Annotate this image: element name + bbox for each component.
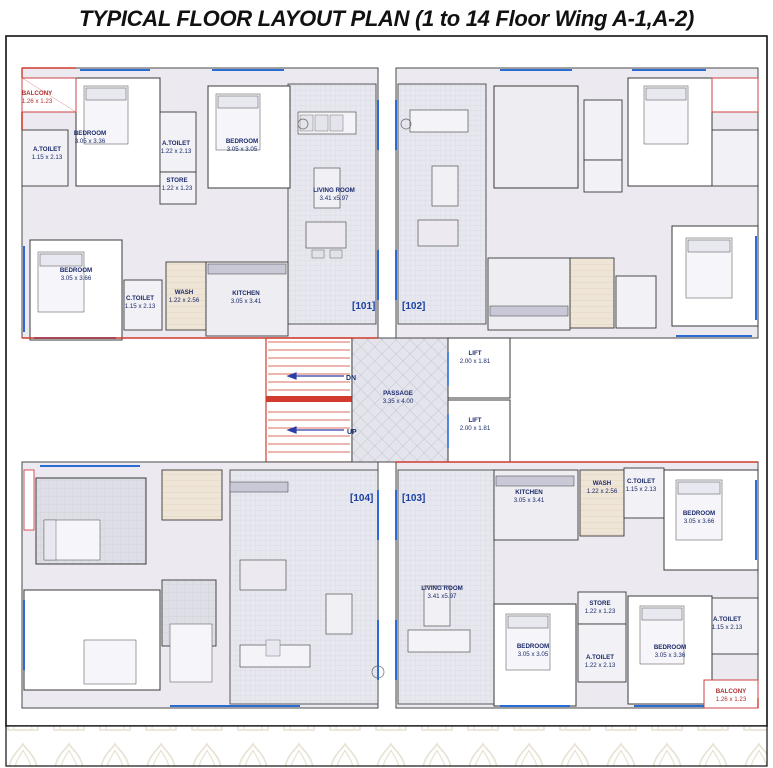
room-dimension: 2.00 x 1.81 xyxy=(459,358,491,366)
room-dimension: 1.22 x 1.23 xyxy=(584,608,616,616)
room-title: A.TOILET xyxy=(712,616,742,623)
room-dimension: 3.05 x 3.05 xyxy=(226,146,258,154)
unit-number-101: [101] xyxy=(352,301,376,312)
room-label-living-room-top xyxy=(274,187,394,204)
room-title: A.TOILET xyxy=(585,654,615,661)
room-dimension: 3.05 x 3.05 xyxy=(517,651,549,659)
room-title: BEDROOM xyxy=(225,138,259,145)
room-dimension: 1.22 x 2.13 xyxy=(160,148,192,156)
room-label-attached-toilet-left xyxy=(0,146,107,163)
unit-number-103: [103] xyxy=(402,493,426,504)
room-title: BALCONY xyxy=(715,688,747,695)
room-dimension: 1.15 x 2.13 xyxy=(625,486,657,494)
unit-number-104: [104] xyxy=(350,493,374,504)
room-label-store-bottom-right xyxy=(540,600,660,617)
down-arrow-label: DN xyxy=(346,375,357,382)
room-title: KITCHEN xyxy=(515,489,543,496)
room-title: LIFT xyxy=(468,350,482,357)
room-title: WASH xyxy=(174,289,194,296)
room-label-balcony-top-left xyxy=(0,90,97,107)
room-title: BEDROOM xyxy=(682,510,716,517)
room-title: BEDROOM xyxy=(59,267,93,274)
room-dimension: 1.22 x 2.13 xyxy=(584,662,616,670)
room-dimension: 1.22 x 1.23 xyxy=(161,185,193,193)
room-dimension: 2.00 x 1.81 xyxy=(459,425,491,433)
room-dimension: 3.05 x 3.41 xyxy=(513,497,545,505)
room-dimension: 3.05 x 3.41 xyxy=(230,298,262,306)
room-dimension: 3.05 x 3.36 xyxy=(74,138,106,146)
room-label-common-toilet-bottom xyxy=(581,478,701,495)
room-title: BEDROOM xyxy=(73,130,107,137)
room-label-bedroom-left-mid xyxy=(16,267,136,284)
room-title: BEDROOM xyxy=(516,643,550,650)
room-title: WASH xyxy=(592,480,612,487)
room-dimension: 1.22 x 2.56 xyxy=(168,297,200,305)
room-label-balcony-bottom-right xyxy=(671,688,773,705)
unit-number-102: [102] xyxy=(402,301,426,312)
room-title: A.TOILET xyxy=(161,140,191,147)
room-label-attached-toilet-right xyxy=(667,616,773,633)
room-title: C.TOILET xyxy=(626,478,656,485)
room-dimension: 1.26 x 1.23 xyxy=(715,696,747,704)
room-label-passage xyxy=(338,390,458,407)
room-label-lift-upper xyxy=(415,350,535,367)
room-title: LIVING ROOM xyxy=(421,585,463,592)
room-title: BEDROOM xyxy=(653,644,687,651)
room-label-store-top-left xyxy=(117,177,237,194)
room-label-living-room-bottom xyxy=(382,585,502,602)
room-title: STORE xyxy=(166,177,188,184)
room-label-lift-lower xyxy=(415,417,535,434)
room-title: LIVING ROOM xyxy=(313,187,355,194)
room-dimension: 3.05 x 3.66 xyxy=(60,275,92,283)
room-title: STORE xyxy=(589,600,611,607)
room-dimension: 3.05 x 3.66 xyxy=(683,518,715,526)
room-title: PASSAGE xyxy=(383,390,413,397)
room-label-attached-toilet-bottom xyxy=(540,654,660,671)
up-arrow-label: UP xyxy=(347,429,357,436)
room-dimension: 1.15 x 2.13 xyxy=(124,303,156,311)
room-title: A.TOILET xyxy=(32,146,62,153)
room-title: BALCONY xyxy=(21,90,53,97)
room-title: C.TOILET xyxy=(125,295,155,302)
room-title: LIFT xyxy=(468,417,482,424)
page-title: TYPICAL FLOOR LAYOUT PLAN (1 to 14 Floor Wing A-1,A-2) xyxy=(78,6,695,31)
room-dimension: 1.15 x 2.13 xyxy=(31,154,63,162)
room-dimension: 1.26 x 1.23 xyxy=(21,98,53,106)
room-dimension: 1.22 x 2.56 xyxy=(586,488,618,496)
room-dimension: 1.15 x 2.13 xyxy=(711,624,743,632)
room-label-bedroom-right-mid xyxy=(639,510,759,527)
room-dimension: 3.35 x 4.00 xyxy=(382,398,414,406)
room-label-bedroom-top-left-2 xyxy=(182,138,302,155)
room-dimension: 3.41 x5.97 xyxy=(319,195,349,203)
room-label-kitchen-top xyxy=(186,290,306,307)
room-dimension: 3.41 x5.97 xyxy=(427,593,457,601)
room-dimension: 3.05 x 3.36 xyxy=(654,652,686,660)
room-title: KITCHEN xyxy=(232,290,260,297)
